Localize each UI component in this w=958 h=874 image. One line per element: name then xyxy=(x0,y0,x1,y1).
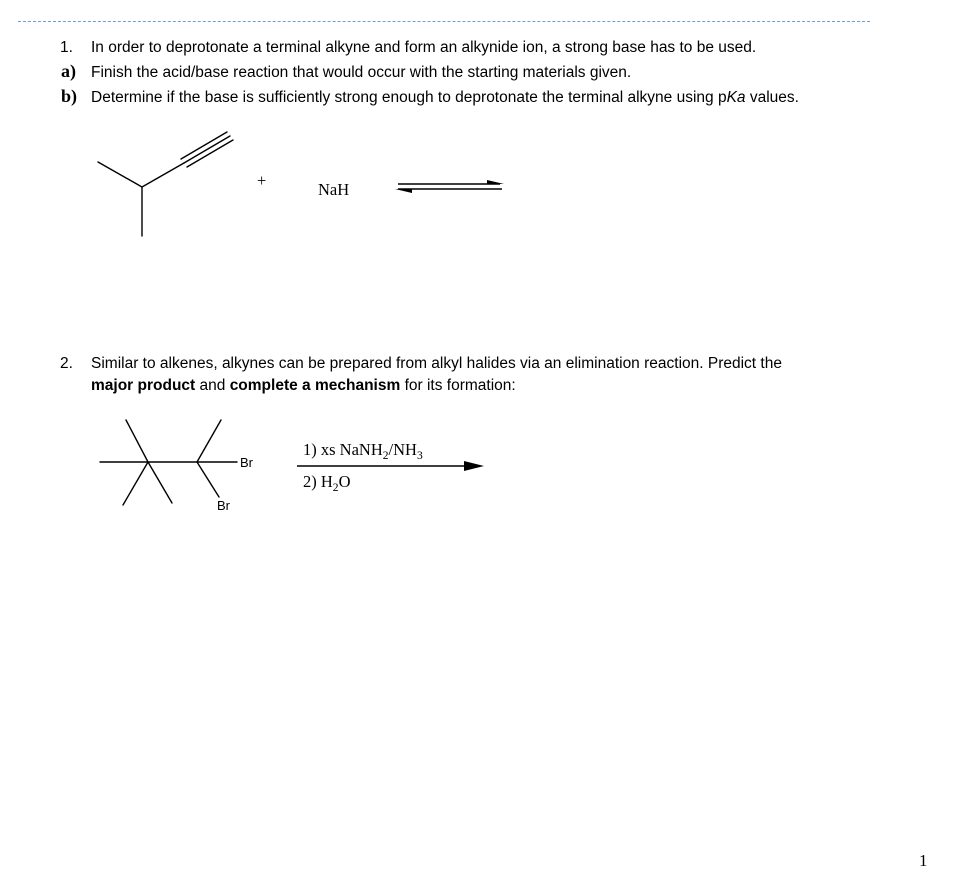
question-2-and: and xyxy=(195,377,230,394)
question-2-text-line-1: Similar to alkenes, alkynes can be prepared from alkyl halides via an elimination reaction. Predict the xyxy=(91,355,782,372)
part-a-text: Finish the acid/base reaction that would occur with the starting materials given. xyxy=(91,64,632,81)
alkyne-skeletal-structure xyxy=(98,132,233,236)
reagent-step-2 xyxy=(303,472,351,492)
question-2-end: for its formation: xyxy=(400,377,516,394)
part-b-label: b) xyxy=(61,86,78,106)
step-1-subscript-1: 2 xyxy=(382,450,389,462)
question-1-number: 1. xyxy=(60,39,73,56)
plus-sign: + xyxy=(257,171,267,190)
question-2-text-line-2 xyxy=(91,376,516,396)
major-product-bold: major product xyxy=(91,377,196,394)
step-1-middle: /NH xyxy=(388,440,417,459)
bromine-label-bottom: Br xyxy=(217,498,230,513)
step-2-suffix: O xyxy=(338,472,351,491)
bromine-label-right: Br xyxy=(240,455,253,470)
question-1-text: In order to deprotonate a terminal alkyne and form an alkynide ion, a strong base has to be used. xyxy=(91,39,757,56)
part-b-text-start: Determine if the base is sufficiently strong enough to deprotonate the terminal alkyne using p xyxy=(91,89,727,106)
step-1-subscript-2: 3 xyxy=(416,450,423,462)
page-number: 1 xyxy=(919,851,928,870)
part-a-label: a) xyxy=(61,61,76,81)
reagent-step-1 xyxy=(303,440,423,460)
part-b-text-end: values. xyxy=(745,89,799,106)
part-b-pka-italic: Ka xyxy=(726,89,746,106)
dibromide-skeletal-structure xyxy=(100,420,237,505)
question-2-number: 2. xyxy=(60,355,73,372)
complete-mechanism-bold: complete a mechanism xyxy=(229,377,401,394)
step-2-prefix: 2) H xyxy=(303,472,333,491)
step-2-subscript: 2 xyxy=(332,482,339,494)
equilibrium-arrow xyxy=(395,180,504,193)
step-1-prefix: 1) xs NaNH xyxy=(303,440,383,459)
reagent-nah: NaH xyxy=(318,180,350,199)
reaction-arrow xyxy=(297,461,484,471)
